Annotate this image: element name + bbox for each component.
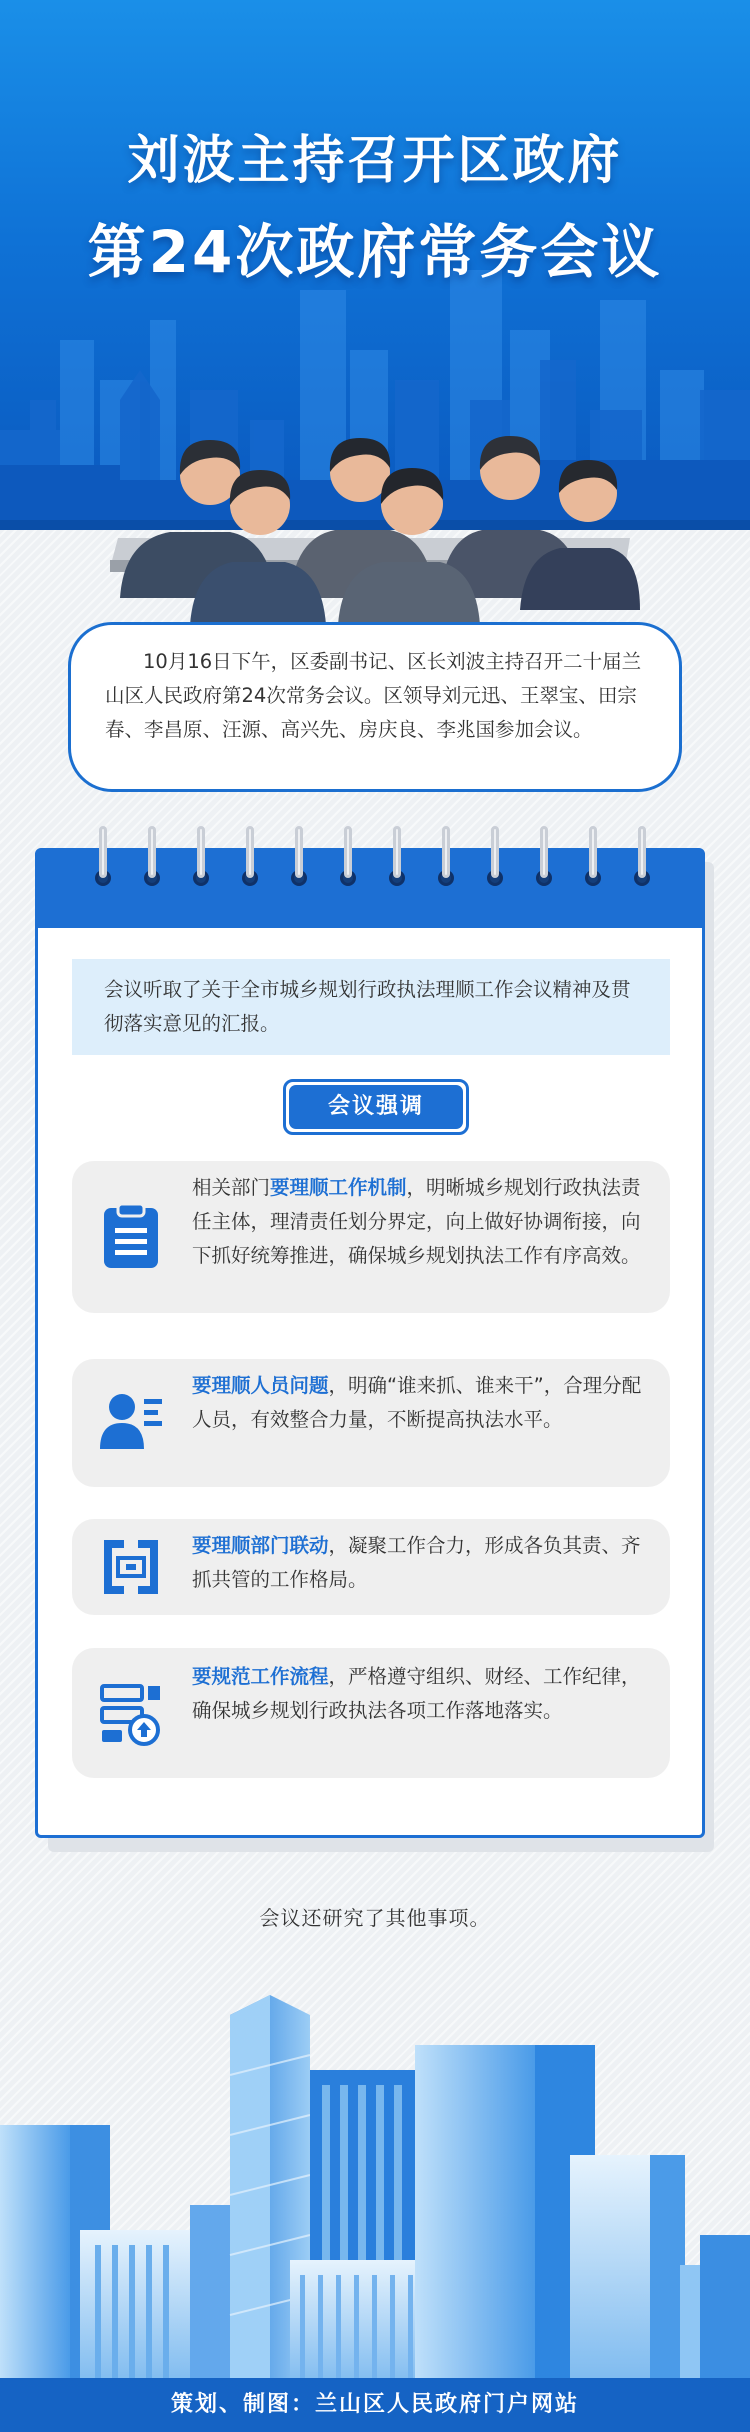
spiral-ring <box>191 826 211 896</box>
notebook-spiral-rings <box>35 826 705 896</box>
spiral-ring <box>93 826 113 896</box>
emphasis-card-1 <box>72 1161 670 1313</box>
emphasis-heading-badge <box>283 1079 469 1135</box>
page-title-line1: 刘波主持召开区政府 <box>127 131 623 191</box>
footnote-text: 会议还研究了其他事项。 <box>259 1906 491 1930</box>
meeting-summary: 会议听取了关于全市城乡规划行政执法理顺工作会议精神及贯彻落实意见的汇报。 <box>72 959 670 1055</box>
emphasis-card-2 <box>72 1359 670 1487</box>
emphasis-card-4 <box>72 1648 670 1778</box>
intro-paragraph: 10月16日下午，区委副书记、区长刘波主持召开二十届兰山区人民政府第24次常务会议。区领导刘元迅、王翠宝、田宗春、李昌原、汪源、高兴先、房庆良、李兆国参加会议。 <box>68 622 682 792</box>
bottom-buildings-illustration <box>0 1975 750 2390</box>
emphasis-card-2-text: 要理顺人员问题，明确“谁来抓、谁来干”，合理分配人员，有效整合力量，不断提高执法水平。 <box>192 1374 642 1431</box>
notebook-panel <box>35 848 705 1838</box>
emphasis-card-3-text: 要理顺部门联动，凝聚工作合力，形成各负其责、齐抓共管的工作格局。 <box>192 1534 641 1591</box>
spiral-ring <box>142 826 162 896</box>
spiral-ring <box>485 826 505 896</box>
credit-footer: 策划、制图：兰山区人民政府门户网站 <box>0 2378 750 2432</box>
emphasis-card-1-text: 相关部门要理顺工作机制，明晰城乡规划行政执法责任主体，理清责任划分界定，向上做好协调衔接，向下抓好统筹推进，确保城乡规划执法工作有序高效。 <box>192 1176 641 1267</box>
spiral-ring <box>534 826 554 896</box>
emphasis-card-3 <box>72 1519 670 1615</box>
spiral-ring <box>387 826 407 896</box>
linkage-icon <box>98 1534 164 1600</box>
spiral-ring <box>240 826 260 896</box>
spiral-ring <box>583 826 603 896</box>
spiral-ring <box>289 826 309 896</box>
emphasis-card-4-text: 要规范工作流程，严格遵守组织、财经、工作纪律，确保城乡规划行政执法各项工作落地落实。 <box>192 1665 641 1722</box>
spiral-ring <box>338 826 358 896</box>
meeting-attendees-illustration <box>110 420 640 625</box>
page-title-line2: 第24次政府常务会议 <box>87 218 663 286</box>
emphasis-heading-label: 会议强调 <box>289 1085 463 1129</box>
workflow-icon <box>98 1680 164 1746</box>
spiral-ring <box>632 826 652 896</box>
clipboard-icon <box>98 1204 164 1270</box>
person-list-icon <box>98 1389 164 1455</box>
spiral-ring <box>436 826 456 896</box>
